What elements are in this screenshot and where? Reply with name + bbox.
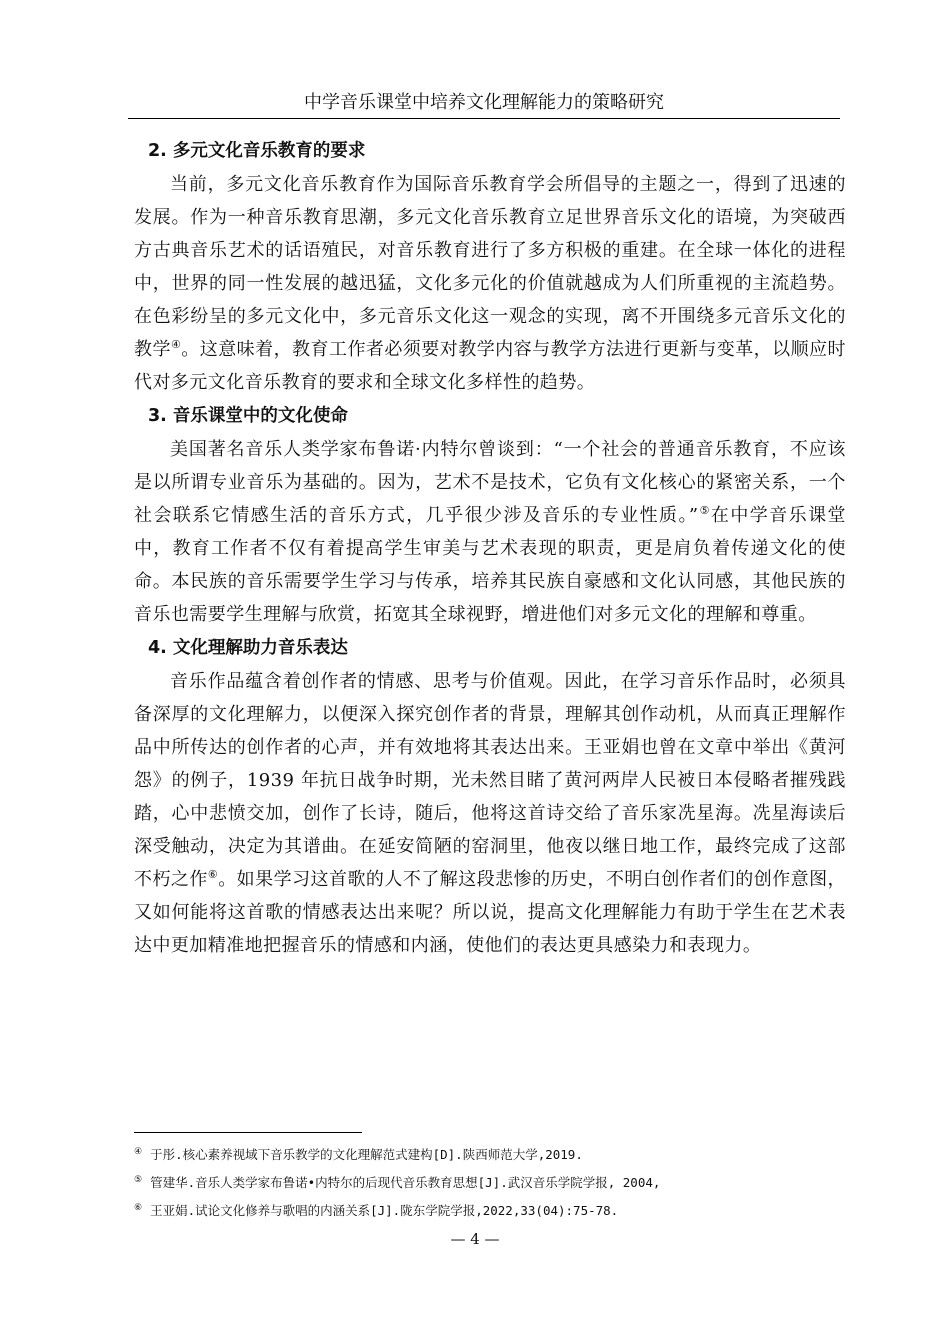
- running-header: 中学音乐课堂中培养文化理解能力的策略研究: [128, 88, 840, 119]
- paragraph-text: 美国著名音乐人类学家布鲁诺·内特尔曾谈到：“一个社会的普通音乐教育，不应该是以所谓专业音乐为基础的。因为，艺术不是技术，它负有文化核心的紧密关系，一个社会联系它情感生活的音乐方式，几乎很少涉及音乐的专业性质。”: [134, 439, 846, 526]
- footnote-text: 于彤.核心素养视域下音乐教学的文化理解范式建构[D].陕西师范大学,2019.: [150, 1147, 583, 1163]
- section-heading: 4. 文化理解助力音乐表达: [148, 638, 348, 658]
- main-content: [134, 134, 846, 962]
- paragraph-text: 。这意味着，教育工作者必须要对教学内容与教学方法进行更新与变革，以顺应时代对多元文化音乐教育的要求和全球文化多样性的趋势。: [134, 339, 846, 393]
- section-cultural-understanding: [134, 631, 846, 962]
- footnote-ref[interactable]: ⑥: [207, 868, 219, 881]
- footnote-divider: [134, 1132, 362, 1133]
- footnote-text: 管建华.音乐人类学家布鲁诺•内特尔的后现代音乐教育思想[J].武汉音乐学院学报, 2004,: [150, 1175, 661, 1191]
- paragraph-text: 在中学音乐课堂中，教育工作者不仅有着提高学生审美与艺术表现的职责，更是肩负着传递文化的使命。本民族的音乐需要学生学习与传承，培养其民族自豪感和文化认同感，其他民族的音乐也需要学生理解与欣赏，拓宽其全球视野，增进他们对多元文化的理解和尊重。: [134, 505, 847, 625]
- paragraph: [134, 665, 846, 962]
- footnote-ref[interactable]: ⑤: [698, 504, 711, 517]
- paragraph-text: 音乐作品蕴含着创作者的情感、思考与价值观。因此，在学习音乐作品时，必须具备深厚的文化理解力，以便深入探究创作者的背景，理解其创作动机，从而真正理解作品中所传达的创作者的心声，并有效地将其表达出来。王亚娟也曾在文章中举出《黄河怨》的例子，1939 年抗日战争时期，光未然目睹了黄河两岸人民被日本侵略者摧残践踏，心中悲愤交加，创作了长诗，随后，他将这首诗交给了音乐家冼星海。冼星海读后深受触动，决定为其谱曲。在延安简陋的窑洞里，他夜以继日地工作，最终完成了这部不朽之作: [134, 671, 846, 890]
- section-heading: 2. 多元文化音乐教育的要求: [148, 141, 366, 161]
- paragraph-text: 。如果学习这首歌的人不了解这段悲惨的历史，不明白创作者们的创作意图，又如何能将这首歌的情感表达出来呢？所以说，提高文化理解能力有助于学生在艺术表达中更加精准地把握音乐的情感和内涵，使他们的表达更具感染力和表现力。: [134, 869, 847, 956]
- footnote-mark: ④: [134, 1147, 143, 1157]
- page-number: — 4 —: [450, 1230, 500, 1248]
- footnote-ref[interactable]: ④: [170, 338, 182, 351]
- paragraph-text: 当前，多元文化音乐教育作为国际音乐教育学会所倡导的主题之一，得到了迅速的发展。作为一种音乐教育思潮，多元文化音乐教育立足世界音乐文化的语境，为突破西方古典音乐艺术的话语殖民，对音乐教育进行了多方积极的重建。在全球一体化的进程中，世界的同一性发展的越迅猛，文化多元化的价值就越成为人们所重视的主流趋势。在色彩纷呈的多元文化中，多元音乐文化这一观念的实现，离不开围绕多元音乐文化的教学: [134, 174, 846, 360]
- paragraph: [134, 168, 846, 399]
- section-cultural-mission: [134, 399, 846, 631]
- footnote-mark: ⑤: [134, 1175, 143, 1185]
- section-heading: 3. 音乐课堂中的文化使命: [148, 406, 348, 426]
- section-multicultural-education: [134, 134, 846, 399]
- footnotes: [134, 1138, 846, 1222]
- footnote-item: [134, 1166, 846, 1194]
- footnote-mark: ⑥: [134, 1203, 143, 1213]
- footnote-item: [134, 1194, 846, 1222]
- footnote-item: [134, 1138, 846, 1166]
- footnote-text: 王亚娟.试论文化修养与歌唱的内涵关系[J].陇东学院学报,2022,33(04):75-78.: [150, 1203, 619, 1219]
- paragraph: [134, 433, 846, 631]
